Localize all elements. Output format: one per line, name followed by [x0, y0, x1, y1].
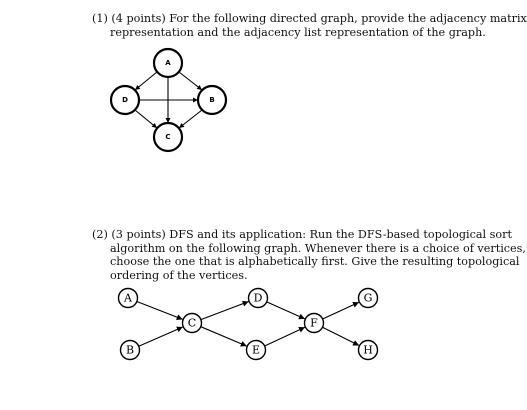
- graph-1-node-label: C: [165, 133, 171, 141]
- graph-2-node-label: H: [363, 343, 373, 357]
- graph-1-diagram: [110, 45, 230, 155]
- graph-2-diagram: [100, 280, 400, 370]
- graph-1-edge-d-c: [135, 110, 157, 128]
- question-2-line-4: ordering of the vertices.: [110, 268, 248, 282]
- graph-2-edge-c-e: [201, 327, 247, 346]
- graph-2-node-g: [359, 289, 378, 308]
- graph-1-node-c: [154, 123, 182, 151]
- graph-1-node-d: [111, 86, 139, 114]
- graph-2-node-e: [247, 341, 266, 360]
- question-2: [92, 228, 526, 282]
- graph-2-node-a: [119, 289, 138, 308]
- graph-2-node-c: [183, 314, 202, 333]
- question-1: [92, 12, 527, 39]
- graph-2-node-d: [249, 289, 268, 308]
- graph-1-edge-a-b: [179, 72, 202, 90]
- graph-1-node-b: [198, 86, 226, 114]
- graph-1-node-a: [154, 49, 182, 77]
- graph-2-edge-f-g: [323, 302, 359, 319]
- graph-1-node-label: A: [165, 59, 171, 67]
- graph-2-node-label: E: [251, 343, 261, 357]
- graph-2-edge-c-d: [201, 302, 249, 320]
- question-2-line-2: algorithm on the following graph. Whenever there is a choice of vertices,: [110, 241, 526, 255]
- graph-2-node-label: B: [125, 343, 135, 357]
- graph-2-edge-f-h: [322, 327, 359, 345]
- graph-2-node-label: G: [363, 291, 373, 305]
- graph-1-edge-b-c: [179, 110, 202, 128]
- graph-1-edge-a-d: [135, 72, 157, 90]
- question-2-line-3: choose the one that is alphabetically first. Give the resulting topological: [110, 255, 520, 268]
- graph-2-node-label: C: [187, 316, 197, 330]
- question-1-line-1: (1) (4 points) For the following directed graph, provide the adjacency matrix: [92, 12, 527, 25]
- graph-2-node-label: D: [253, 291, 263, 305]
- graph-2-edge-a-c: [137, 301, 183, 319]
- graph-2-edge-d-f: [267, 302, 305, 319]
- graph-2-edge-b-c: [139, 327, 183, 346]
- question-1-line-2: representation and the adjacency list representation of the graph.: [110, 25, 486, 39]
- graph-2-node-label: A: [124, 291, 132, 305]
- graph-2-edge-e-f: [265, 327, 305, 346]
- graph-2-node-f: [305, 314, 324, 333]
- graph-1-node-label: B: [209, 96, 215, 104]
- graph-2-node-h: [359, 341, 378, 360]
- graph-1-node-label: D: [122, 96, 128, 104]
- graph-2-node-b: [121, 341, 140, 360]
- question-2-line-1: (2) (3 points) DFS and its application: Run the DFS-based topological sort: [92, 228, 512, 241]
- graph-2-node-label: F: [310, 316, 318, 330]
